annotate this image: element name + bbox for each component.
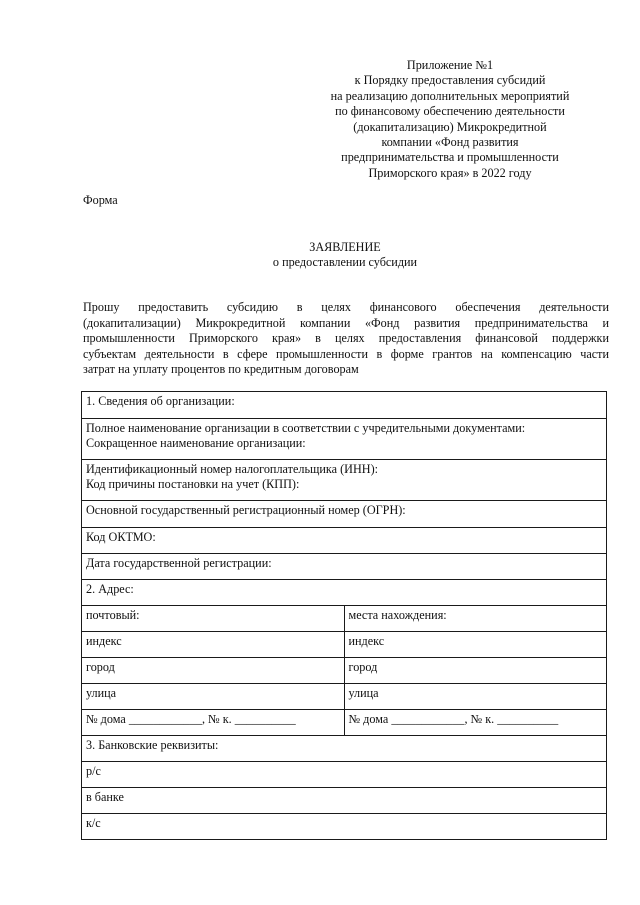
kpp-label: Код причины постановки на учет (КПП): — [86, 476, 300, 491]
table-row — [82, 501, 607, 528]
table-row — [82, 419, 607, 460]
table-row — [82, 788, 607, 814]
appendix-line: по финансовому обеспечению деятельности — [335, 104, 565, 119]
title-main: ЗАЯВЛЕНИЕ — [309, 240, 381, 254]
title-sub: о предоставлении субсидии — [272, 255, 418, 270]
appendix-line: предпринимательства и промышленности — [341, 150, 559, 165]
appendix-line: к Порядку предоставления субсидий — [354, 73, 546, 88]
intro-paragraph — [83, 300, 609, 378]
table-row — [82, 736, 607, 762]
appendix-line: компании «Фонд развития — [381, 135, 519, 150]
location-house-field[interactable]: № дома ____________, № к. __________ — [344, 710, 607, 736]
table-row — [82, 632, 607, 658]
intro-line: (докапитализации) Микрокредитной компании «Фонд развития предпринимательства и — [83, 315, 609, 330]
address-section-header: 2. Адрес: — [82, 580, 607, 606]
appendix-line: на реализацию дополнительных мероприятий — [330, 88, 570, 103]
corr-account-field[interactable]: к/с — [82, 814, 607, 840]
table-row — [82, 606, 607, 632]
form-label: Форма — [83, 193, 118, 207]
org-section-header: 1. Сведения об организации: — [82, 392, 607, 419]
appendix-line: Приморского края» в 2022 году — [368, 165, 532, 180]
org-name-field[interactable] — [82, 419, 607, 460]
inn-kpp-field[interactable] — [82, 460, 607, 501]
account-field[interactable]: р/с — [82, 762, 607, 788]
table-row — [82, 710, 607, 736]
table-row — [82, 528, 607, 554]
location-address-header: места нахождения: — [344, 606, 607, 632]
postal-address-header: почтовый: — [82, 606, 345, 632]
inn-label: Идентификационный номер налогоплательщика (ИНН): — [86, 462, 379, 476]
reg-date-field[interactable]: Дата государственной регистрации: — [82, 554, 607, 580]
table-row — [82, 392, 607, 419]
table-row — [82, 762, 607, 788]
ogrn-field[interactable]: Основной государственный регистрационный номер (ОГРН): — [82, 501, 607, 528]
appendix-line: Приложение №1 — [406, 58, 494, 72]
table-row — [82, 580, 607, 606]
bank-section-header: 3. Банковские реквизиты: — [82, 736, 607, 762]
oktmo-field[interactable]: Код ОКТМО: — [82, 528, 607, 554]
full-name-label: Полное наименование организации в соответствии с учредительными документами: — [86, 421, 526, 435]
table-row — [82, 460, 607, 501]
document-title — [0, 240, 640, 271]
table-row — [82, 554, 607, 580]
location-street-field[interactable]: улица — [344, 684, 607, 710]
table-row — [82, 684, 607, 710]
intro-line: затрат на уплату процентов по кредитным договорам — [83, 362, 359, 377]
intro-line: промышленности Приморского края» в целях предоставления финансовой поддержки — [83, 331, 609, 346]
postal-city-field[interactable]: город — [82, 658, 345, 684]
intro-line: Прошу предоставить субсидию в целях финансового обеспечения деятельности — [83, 300, 609, 314]
location-city-field[interactable]: город — [344, 658, 607, 684]
bank-name-field[interactable]: в банке — [82, 788, 607, 814]
postal-street-field[interactable]: улица — [82, 684, 345, 710]
table-row — [82, 658, 607, 684]
location-index-field[interactable]: индекс — [344, 632, 607, 658]
application-form-table — [81, 391, 607, 840]
short-name-label: Сокращенное наименование организации: — [86, 435, 306, 450]
postal-index-field[interactable]: индекс — [82, 632, 345, 658]
appendix-line: (докапитализацию) Микрокредитной — [353, 119, 547, 134]
appendix-header — [300, 58, 600, 181]
intro-line: субъектам деятельности в сфере промышленности в форме грантов на компенсацию части — [83, 346, 609, 361]
postal-house-field[interactable]: № дома ____________, № к. __________ — [82, 710, 345, 736]
table-row — [82, 814, 607, 840]
